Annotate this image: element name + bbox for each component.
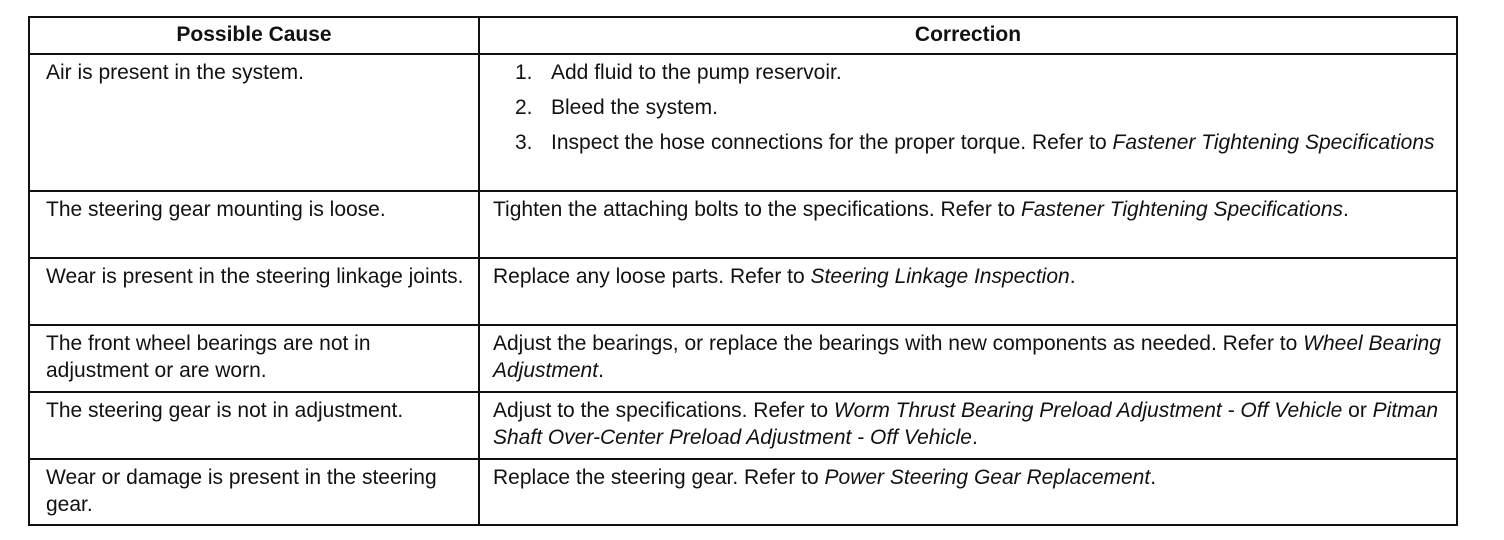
header-correction: Correction <box>479 17 1457 54</box>
correction-connector: or <box>1342 399 1373 422</box>
reference-link: Fastener Tightening Specifications <box>1021 198 1344 221</box>
cause-cell: Wear is present in the steering linkage joints. <box>29 258 479 325</box>
correction-cell <box>479 325 1457 392</box>
table-row <box>29 392 1457 459</box>
cause-cell: The steering gear mounting is loose. <box>29 191 479 258</box>
correction-text: Adjust the bearings, or replace the bearings with new components as needed. Refer to <box>493 332 1304 355</box>
correction-text: Tighten the attaching bolts to the specifications. Refer to <box>493 198 1022 221</box>
correction-tail: . <box>971 426 978 449</box>
correction-text: Replace any loose parts. Refer to <box>493 265 811 288</box>
correction-cell <box>479 54 1457 191</box>
step-number: 3. <box>515 131 533 154</box>
diagnosis-table <box>28 16 1458 526</box>
reference-link-2: Pitman Shaft Over-Center Preload Adjustment - Off Vehicle <box>493 399 1439 449</box>
table-row <box>29 325 1457 392</box>
cause-cell: Air is present in the system. <box>29 54 479 191</box>
step-text: Add fluid to the pump reservoir. <box>551 61 842 84</box>
table-row <box>29 54 1457 191</box>
correction-tail: . <box>598 359 604 382</box>
cause-cell: The front wheel bearings are not in adjustment or are worn. <box>29 325 479 392</box>
step-item <box>515 59 1446 86</box>
correction-cell <box>479 392 1457 459</box>
step-text-wrapper <box>551 129 1446 156</box>
reference-link: Steering Linkage Inspection <box>810 265 1070 288</box>
table-row <box>29 191 1457 258</box>
cause-cell: The steering gear is not in adjustment. <box>29 392 479 459</box>
step-text: Bleed the system. <box>551 96 718 119</box>
correction-text: Adjust to the specifications. Refer to <box>493 399 834 422</box>
correction-tail: . <box>1150 466 1157 489</box>
correction-cell <box>479 191 1457 258</box>
step-item <box>515 129 1446 156</box>
step-item <box>515 94 1446 121</box>
reference-link: Worm Thrust Bearing Preload Adjustment - Off Vehicle <box>833 399 1343 422</box>
reference-link: Wheel Bearing Adjustment <box>493 332 1441 382</box>
step-text: Inspect the hose connections for the proper torque. Refer to <box>551 131 1113 154</box>
correction-cell <box>479 459 1457 525</box>
step-number: 2. <box>515 96 533 119</box>
correction-steps <box>493 59 1446 156</box>
table-row <box>29 459 1457 525</box>
correction-tail: . <box>1343 198 1349 221</box>
table-row <box>29 258 1457 325</box>
cause-cell: Wear or damage is present in the steering gear. <box>29 459 479 525</box>
reference-link: Power Steering Gear Replacement <box>824 466 1151 489</box>
header-row <box>29 17 1457 54</box>
reference-link: Fastener Tightening Specifications <box>1112 131 1435 154</box>
correction-text: Replace the steering gear. Refer to <box>493 466 825 489</box>
step-number: 1. <box>515 61 533 84</box>
correction-cell <box>479 258 1457 325</box>
correction-tail: . <box>1069 265 1076 288</box>
header-possible-cause: Possible Cause <box>29 17 479 54</box>
